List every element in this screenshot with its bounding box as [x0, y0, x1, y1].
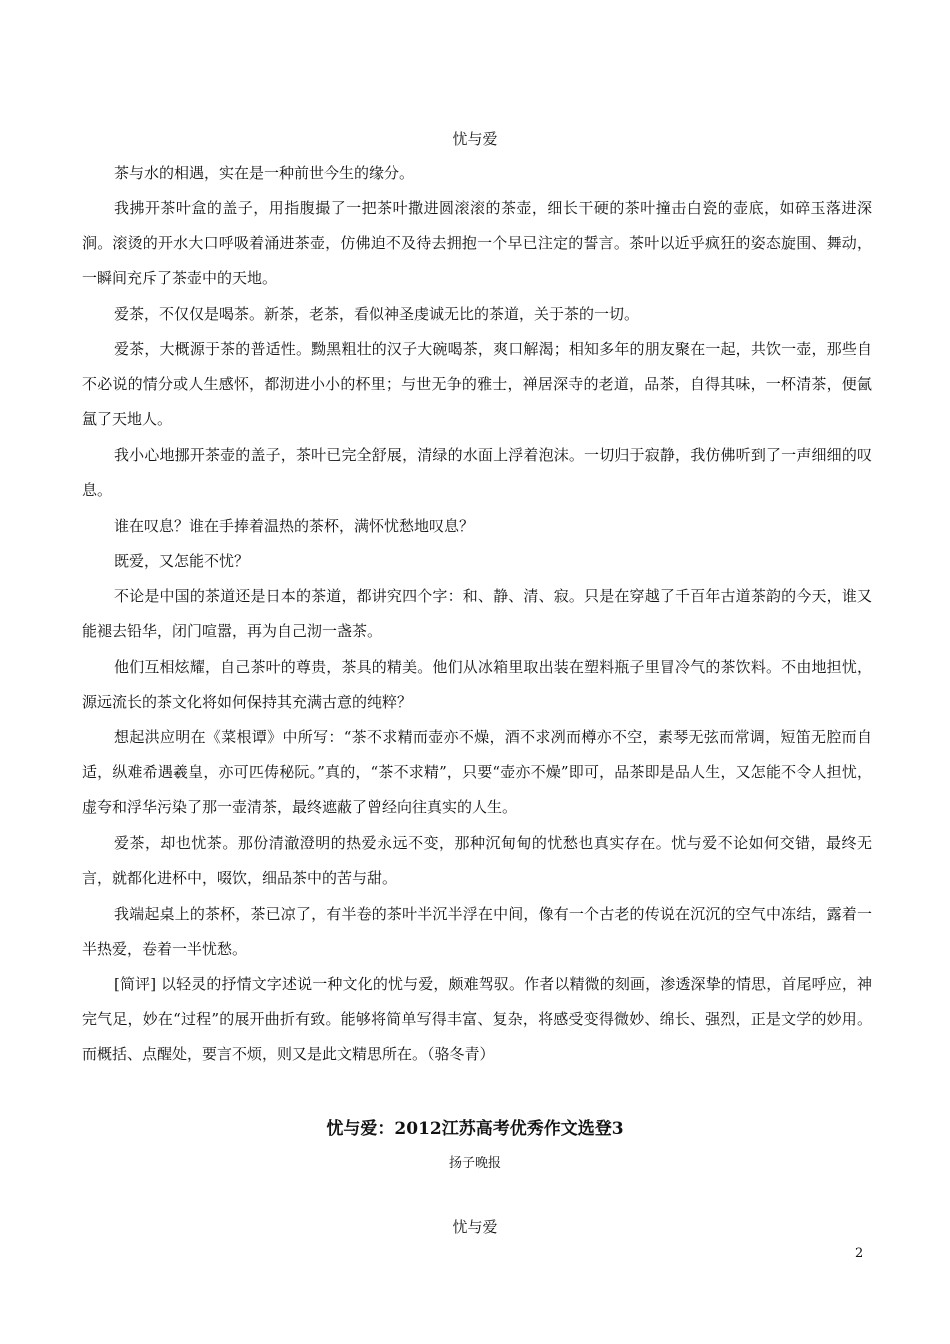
commentary-paragraph: [简评] 以轻灵的抒情文字述说一种文化的忧与爱，颇难驾驭。作者以精微的刻画，渗透深挚的情思，首尾呼应，神完气足，妙在“过程”的展开曲折有致。能够将简单写得丰富、复杂，将感受变得微妙、绵长、强烈，正是文学的妙用。而概括、点醒处，要言不烦，则又是此文精思所在。（骆冬青）	[82, 975, 872, 1063]
paragraph-6: 谁在叹息？谁在手捧着温热的茶杯，满怀忧愁地叹息？	[114, 517, 475, 535]
paragraph-12: 我端起桌上的茶杯，茶已凉了，有半卷的茶叶半沉半浮在中间，像有一个古老的传说在沉沉的空气中冻结，露着一半热爱，卷着一半忧愁。	[82, 905, 872, 958]
paragraph-4: 爱茶，大概源于茶的普适性。黝黑粗壮的汉子大碗喝茶，爽口解渴；相知多年的朋友聚在一起，共饮一壶，那些自不必说的情分或人生感怀，都沏进小小的杯里；与世无争的雅士，禅居深寺的老道，品茶，自得其味，一杯清茶，便氤氲了天地人。	[82, 340, 872, 428]
paragraph-1: 茶与水的相遇，实在是一种前世今生的缘分。	[114, 164, 415, 182]
article-source: 扬子晚报	[448, 1156, 501, 1171]
article-headline: 忧与爱：2012江苏高考优秀作文选登3	[326, 1119, 624, 1139]
paragraph-2: 我拂开茶叶盒的盖子，用指腹撮了一把茶叶撒进圆滚滚的茶壶，细长干硬的茶叶撞击白瓷的壶底，如碎玉落进深涧。滚烫的开水大口呼吸着涌进茶壶，仿佛迫不及待去拥抱一个早已注定的誓言。茶叶以近乎疯狂的姿态旋围、舞动，一瞬间充斥了茶壶中的天地。	[82, 199, 872, 287]
paragraph-5: 我小心地挪开茶壶的盖子，茶叶已完全舒展，清绿的水面上浮着泡沫。一切归于寂静，我仿佛听到了一声细细的叹息。	[82, 446, 872, 499]
paragraph-10: 想起洪应明在《菜根谭》中所写：“茶不求精而壶亦不燥，酒不求冽而樽亦不空，素琴无弦而常调，短笛无腔而自适，纵难希遇羲皇，亦可匹俦秘阮。”真的，“茶不求精”，只要“壶亦不燥”即可，品茶即是品人生，又怎能不令人担忧，虚夸和浮华污染了那一壶清茶，最终遮蔽了曾经向往真实的人生。	[82, 728, 872, 816]
essay-title: 忧与爱	[452, 130, 498, 148]
page-number: 2	[855, 1246, 864, 1261]
paragraph-3: 爱茶，不仅仅是喝茶。新茶，老茶，看似神圣虔诚无比的茶道，关于茶的一切。	[114, 305, 640, 323]
paragraph-11: 爱茶，却也忧茶。那份清澈澄明的热爱永远不变，那种沉甸甸的忧愁也真实存在。忧与爱不论如何交错，最终无言，就都化进杯中，啜饮，细品茶中的苦与甜。	[82, 834, 872, 887]
paragraph-9: 他们互相炫耀，自己茶叶的尊贵，茶具的精美。他们从冰箱里取出装在塑料瓶子里冒冷气的茶饮料。不由地担忧，源远流长的茶文化将如何保持其充满古意的纯粹？	[82, 658, 872, 711]
paragraph-7: 既爱，又怎能不忧？	[114, 552, 250, 570]
paragraph-8: 不论是中国的茶道还是日本的茶道，都讲究四个字：和、静、清、寂。只是在穿越了千百年古道茶韵的今天，谁又能褪去铅华，闭门喧嚣，再为自己沏一盏茶。	[82, 587, 872, 640]
next-essay-title: 忧与爱	[452, 1218, 498, 1236]
